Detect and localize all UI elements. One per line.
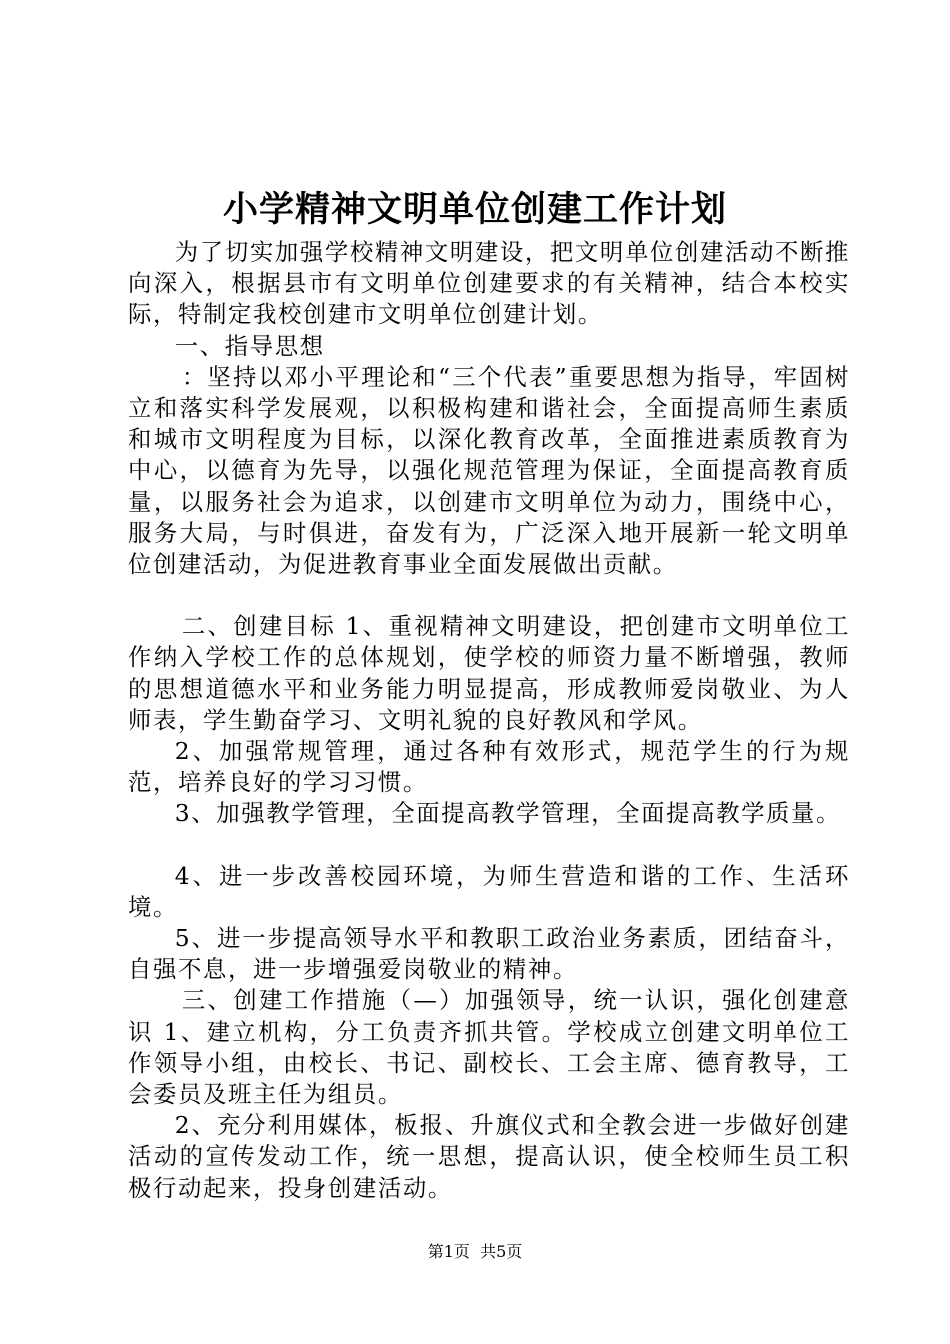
document-title: 小学精神文明单位创建工作计划 (222, 189, 727, 230)
document-body (128, 237, 850, 1204)
paragraph-goal-1: 二、创建目标 1、重视精神文明建设，把创建市文明单位工作纳入学校工作的总体规划，使学校的师资力量不断增强，教师的思想道德水平和业务能力明显提高，形成教师爱岗敬业、为人师表，学生勤奋学习、文明礼貌的良好教风和学风。 (128, 612, 850, 734)
page-number-label: 第1页 共5页 (427, 1242, 523, 1261)
paragraph-goal-5: 5、进一步提高领导水平和教职工政治业务素质，团结奋斗，自强不息，进一步增强爱岗敬业的精神。 (128, 924, 850, 984)
paragraph-goal-3: 3、加强教学管理，全面提高教学管理，全面提高教学质量。 (174, 799, 842, 828)
paragraph-guiding-ideology: ：坚持以邓小平理论和“三个代表”重要思想为指导，牢固树立和落实科学发展观，以积极构建和谐社会，全面提高师生素质和城市文明程度为目标，以深化教育改革，全面推进素质教育为中心，以德育为先导，以强化规范管理为保证，全面提高教育质量，以服务社会为追求，以创建市文明单位为动力，围绕中心，服务大局，与时俱进，奋发有为，广泛深入地开展新一轮文明单位创建活动，为促进教育事业全面发展做出贡献。 (128, 362, 850, 579)
page-footer (0, 1240, 950, 1264)
paragraph-goal-2: 2、加强常规管理，通过各种有效形式，规范学生的行为规范，培养良好的学习习惯。 (128, 737, 850, 797)
paragraph-measures-1: 三、创建工作措施（—）加强领导，统一认识，强化创建意识 1、建立机构，分工负责齐抓共管。学校成立创建文明单位工作领导小组，由校长、书记、副校长、工会主席、德育教导，工会委员及班主任为组员。 (128, 986, 850, 1109)
paragraph-goal-4: 4、进一步改善校园环境，为师生营造和谐的工作、生活环境。 (128, 861, 850, 921)
section-heading-guiding-ideology: 一、指导思想 (174, 331, 325, 360)
paragraph-measures-2: 2、充分利用媒体，板报、升旗仪式和全教会进一步做好创建活动的宣传发动工作，统一思想，提高认识，使全校师生员工积极行动起来，投身创建活动。 (128, 1111, 850, 1202)
paragraph-intro: 为了切实加强学校精神文明建设，把文明单位创建活动不断推向深入，根据县市有文明单位创建要求的有关精神，结合本校实际，特制定我校创建市文明单位创建计划。 (128, 238, 850, 329)
